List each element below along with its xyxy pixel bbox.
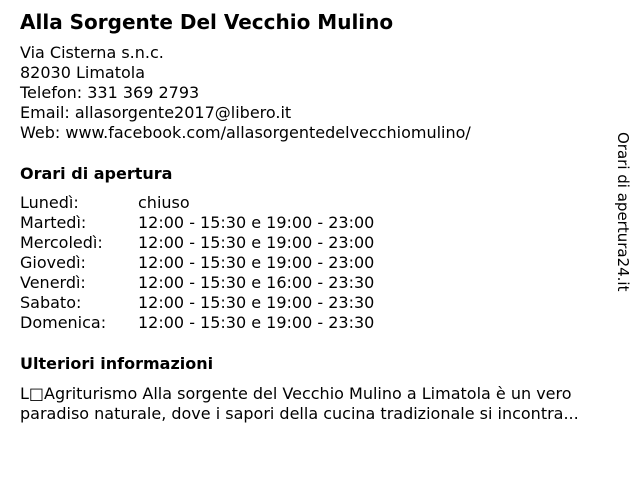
day-hours: 12:00 - 15:30 e 19:00 - 23:00 <box>138 233 375 252</box>
day-hours: 12:00 - 15:30 e 19:00 - 23:30 <box>138 293 375 312</box>
web-line: Web: www.facebook.com/allasorgentedelvecchiomulino/ <box>20 123 471 142</box>
day-hours: chiuso <box>138 193 190 212</box>
day-label: Giovedì: <box>20 253 86 272</box>
email-line: Email: allasorgente2017@libero.it <box>20 103 292 122</box>
day-label: Lunedì: <box>20 193 79 212</box>
hours-row-wednesday <box>20 233 374 253</box>
address-city: 82030 Limatola <box>20 63 146 82</box>
opening-hours-table <box>20 193 374 333</box>
phone-line: Telefon: 331 369 2793 <box>20 83 200 102</box>
description-text <box>20 384 630 424</box>
day-hours: 12:00 - 15:30 e 19:00 - 23:00 <box>138 213 375 232</box>
opening-hours-heading: Orari di apertura <box>20 164 173 183</box>
business-title: Alla Sorgente Del Vecchio Mulino <box>20 10 394 34</box>
hours-row-friday <box>20 273 374 293</box>
hours-row-sunday <box>20 313 374 333</box>
day-hours: 12:00 - 15:30 e 19:00 - 23:30 <box>138 313 375 332</box>
day-label: Domenica: <box>20 313 107 332</box>
day-hours: 12:00 - 15:30 e 19:00 - 23:00 <box>138 253 375 272</box>
site-watermark: Orari di apertura24.it <box>614 132 632 292</box>
description-line: paradiso naturale, dove i sapori della cucina tradizionale si incontra... <box>20 404 579 423</box>
day-label: Venerdì: <box>20 273 86 292</box>
description-line: L□Agriturismo Alla sorgente del Vecchio Mulino a Limatola è un vero <box>20 384 572 403</box>
hours-row-thursday <box>20 253 374 273</box>
address-street: Via Cisterna s.n.c. <box>20 43 164 62</box>
day-label: Mercoledì: <box>20 233 103 252</box>
hours-row-tuesday <box>20 213 374 233</box>
contact-block <box>20 43 471 143</box>
day-label: Martedì: <box>20 213 87 232</box>
hours-row-saturday <box>20 293 374 313</box>
more-info-heading: Ulteriori informazioni <box>20 354 214 373</box>
hours-row-monday <box>20 193 374 213</box>
day-label: Sabato: <box>20 293 82 312</box>
day-hours: 12:00 - 15:30 e 16:00 - 23:30 <box>138 273 375 292</box>
